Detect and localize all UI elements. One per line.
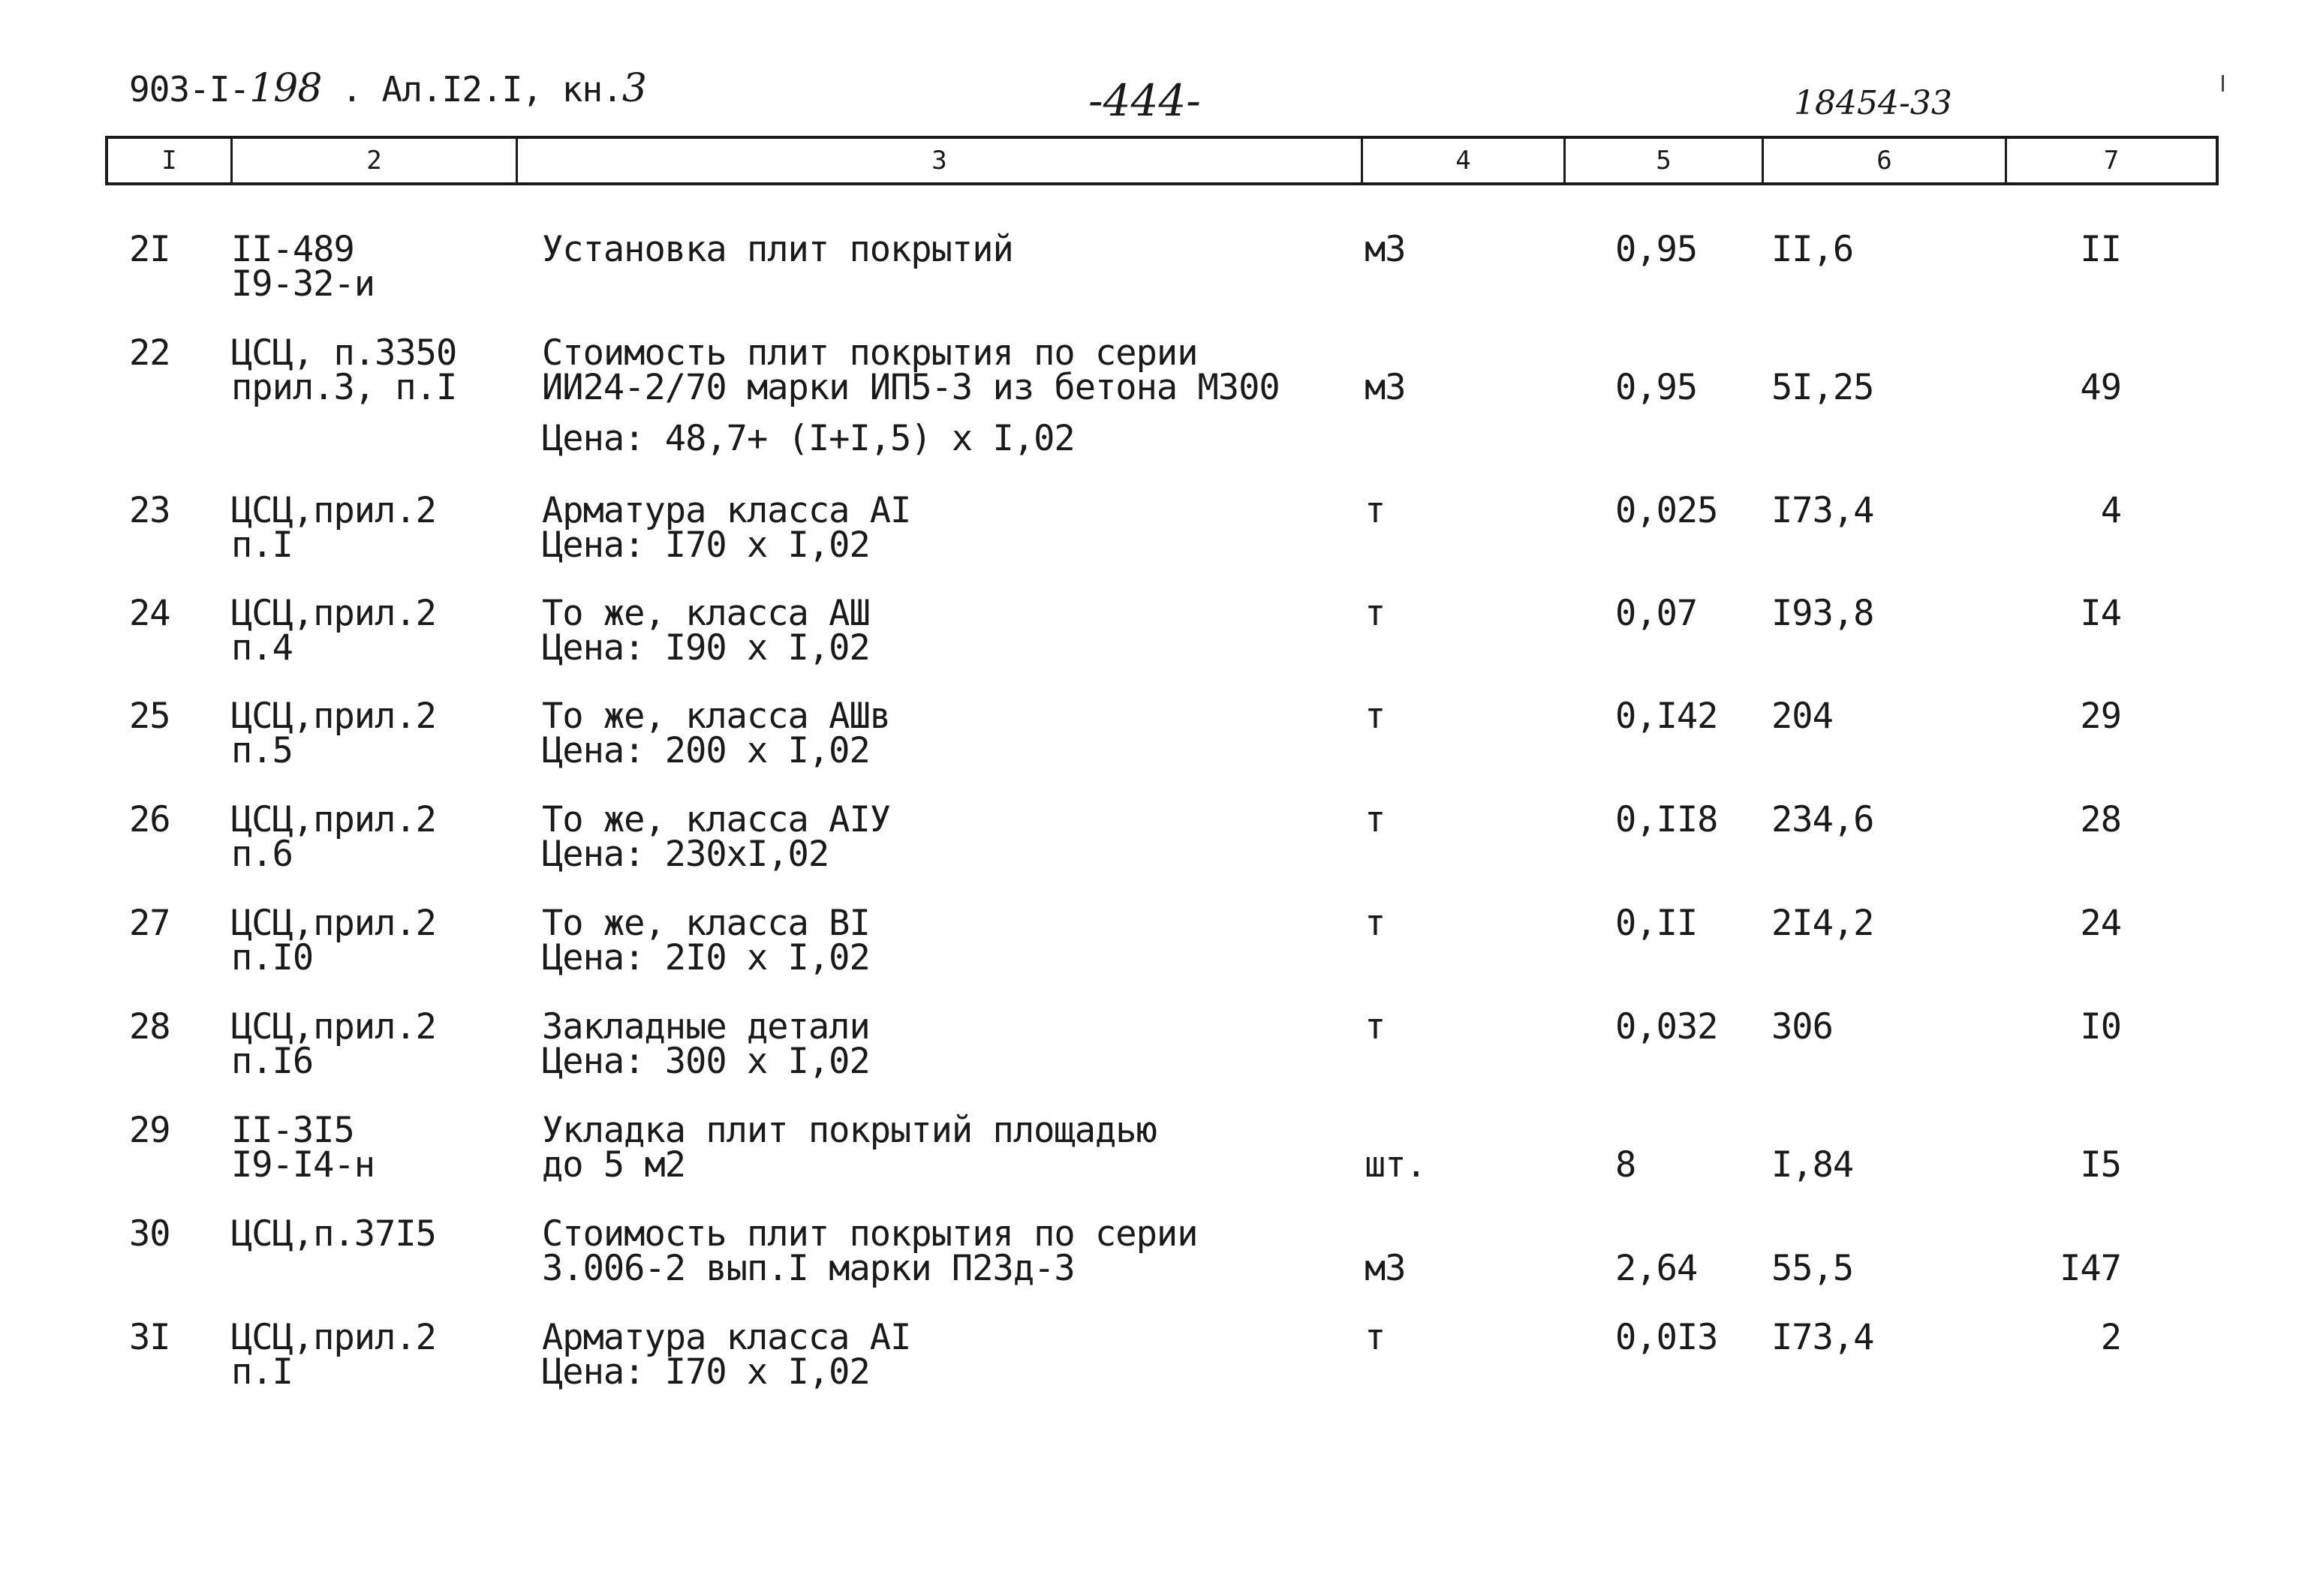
- unit-cell: т: [1365, 1006, 1386, 1047]
- unit-price-cell: 306: [1771, 1006, 1833, 1047]
- work-description-line: Цена: I90 х I,02: [542, 627, 870, 669]
- unit-cell: м3: [1365, 229, 1406, 270]
- column-header: 2: [233, 139, 518, 182]
- quantity-cell: 0,I42: [1615, 696, 1718, 737]
- total-cost-cell: I0: [2080, 1006, 2121, 1047]
- rate-reference: [231, 799, 436, 875]
- quantity-cell: 0,0I3: [1615, 1317, 1718, 1358]
- quantity-cell: 0,II8: [1615, 799, 1718, 840]
- total-cost-cell: I5: [2080, 1144, 2121, 1186]
- rate-reference-line: п.I0: [231, 937, 314, 978]
- work-description: [542, 229, 1013, 270]
- rate-reference: [231, 593, 436, 669]
- work-description-line: 3.006-2 вып.I марки П23д-3: [542, 1248, 1075, 1289]
- rate-reference-line: п.I6: [231, 1041, 314, 1082]
- unit-price-cell: I,84: [1771, 1144, 1854, 1186]
- quantity-cell: 0,032: [1615, 1006, 1718, 1047]
- work-description-line: Стоимость плит покрытия по серии: [542, 332, 1198, 374]
- rate-reference-line: I9-I4-н: [231, 1144, 375, 1186]
- doc-code-section: . Ал.I2.I, кн.: [321, 69, 622, 110]
- rate-reference-line: п.6: [231, 834, 293, 875]
- total-cost-cell: 4: [2100, 490, 2121, 531]
- unit-cell: шт.: [1365, 1144, 1426, 1186]
- work-description-line: Закладные детали: [542, 1006, 870, 1047]
- quantity-cell: 0,II: [1615, 903, 1698, 944]
- rate-reference-line: п.I: [231, 1351, 293, 1393]
- row-number: 27: [129, 903, 170, 944]
- work-description-line: То же, класса АШ: [542, 593, 870, 634]
- work-description-line: Стоимость плит покрытия по серии: [542, 1213, 1198, 1255]
- rate-reference-line: п.I: [231, 524, 293, 566]
- rate-reference: [231, 229, 375, 305]
- rate-reference-line: ЦСЦ,прил.2: [231, 593, 436, 634]
- unit-cell: т: [1365, 593, 1386, 634]
- column-header: 6: [1764, 139, 2007, 182]
- work-description-line: Цена: I70 х I,02: [542, 1351, 870, 1393]
- quantity-cell: 2,64: [1615, 1248, 1698, 1289]
- work-description-line: То же, класса ВI: [542, 903, 870, 944]
- unit-cell: т: [1365, 490, 1386, 531]
- unit-price-cell: 55,5: [1771, 1248, 1854, 1289]
- work-description-line: То же, класса АIУ: [542, 799, 891, 840]
- unit-cell: т: [1365, 903, 1386, 944]
- price-formula: Цена: 48,7+ (I+I,5) х I,02: [542, 418, 1075, 459]
- unit-price-cell: I93,8: [1771, 593, 1874, 634]
- quantity-cell: 0,95: [1615, 367, 1698, 408]
- unit-cell: т: [1365, 1317, 1386, 1358]
- work-description-line: Цена: 300 х I,02: [542, 1041, 870, 1082]
- work-description: [542, 1006, 870, 1082]
- total-cost-cell: 29: [2080, 696, 2121, 737]
- work-description-line: Арматура класса АI: [542, 490, 911, 531]
- row-number: 24: [129, 593, 170, 634]
- archive-number: 18454-33: [1794, 84, 1952, 122]
- total-cost-cell: II: [2080, 229, 2121, 270]
- rate-reference-line: п.5: [231, 730, 293, 771]
- rate-reference: [231, 1317, 436, 1393]
- rate-reference: [231, 903, 436, 978]
- doc-code-book: 3: [621, 66, 646, 111]
- work-description-line: Установка плит покрытий: [542, 229, 1013, 270]
- row-number: 28: [129, 1006, 170, 1047]
- unit-price-cell: I73,4: [1771, 490, 1874, 531]
- total-cost-cell: 28: [2080, 799, 2121, 840]
- rate-reference-line: II-3I5: [231, 1110, 354, 1151]
- rate-reference: [231, 490, 436, 566]
- quantity-cell: 8: [1615, 1144, 1636, 1186]
- quantity-cell: 0,95: [1615, 229, 1698, 270]
- work-description-line: То же, класса АШв: [542, 696, 891, 737]
- work-description-line: до 5 м2: [542, 1144, 686, 1186]
- work-description-line: Цена: 200 х I,02: [542, 730, 870, 771]
- doc-code-prefix: 903-I-: [129, 69, 250, 110]
- document-code: [129, 66, 646, 111]
- work-description: [542, 903, 870, 978]
- total-cost-cell: I47: [2060, 1248, 2121, 1289]
- unit-cell: м3: [1365, 367, 1406, 408]
- rate-reference: [231, 1213, 436, 1255]
- rate-reference-line: ЦСЦ,прил.2: [231, 903, 436, 944]
- unit-cell: т: [1365, 799, 1386, 840]
- rate-reference-line: II-489: [231, 229, 354, 270]
- column-header: 5: [1566, 139, 1764, 182]
- rate-reference-line: ЦСЦ,прил.2: [231, 799, 436, 840]
- total-cost-cell: I4: [2080, 593, 2121, 634]
- row-number: 30: [129, 1213, 170, 1255]
- total-cost-cell: 24: [2080, 903, 2121, 944]
- row-number: 3I: [129, 1317, 170, 1358]
- work-description: [542, 1110, 1157, 1186]
- rate-reference-line: ЦСЦ,п.37I5: [231, 1213, 436, 1255]
- rate-reference-line: I9-32-и: [231, 263, 375, 305]
- column-header: 7: [2103, 146, 2120, 176]
- unit-cell: м3: [1365, 1248, 1406, 1289]
- doc-code-handwritten: 198: [249, 66, 322, 111]
- rate-reference-line: ЦСЦ,прил.2: [231, 696, 436, 737]
- work-description-line: Цена: 2I0 х I,02: [542, 937, 870, 978]
- quantity-cell: 0,07: [1615, 593, 1698, 634]
- work-description-line: Укладка плит покрытий площадью: [542, 1110, 1157, 1151]
- column-header: 3: [518, 139, 1363, 182]
- row-number: 22: [129, 332, 170, 374]
- rate-reference: [231, 1006, 436, 1082]
- row-number: 29: [129, 1110, 170, 1151]
- rate-reference: [231, 1110, 375, 1186]
- row-number: 25: [129, 696, 170, 737]
- row-number: 26: [129, 799, 170, 840]
- unit-price-cell: II,6: [1771, 229, 1854, 270]
- rate-reference-line: ЦСЦ,прил.2: [231, 490, 436, 531]
- work-description: [542, 490, 911, 566]
- rate-reference-line: ЦСЦ,прил.2: [231, 1317, 436, 1358]
- unit-price-cell: I73,4: [1771, 1317, 1874, 1358]
- work-description: [542, 1317, 911, 1393]
- work-description: [542, 593, 870, 669]
- work-description: [542, 696, 891, 771]
- total-cost-cell: 2: [2100, 1317, 2121, 1358]
- column-header: 4: [1363, 139, 1566, 182]
- rate-reference-line: ЦСЦ, п.3350: [231, 332, 457, 374]
- work-description: [542, 799, 891, 875]
- work-description-line: Арматура класса АI: [542, 1317, 911, 1358]
- work-description: [542, 1213, 1198, 1289]
- work-description-line: Цена: I70 х I,02: [542, 524, 870, 566]
- unit-price-cell: 204: [1771, 696, 1833, 737]
- quantity-cell: 0,025: [1615, 490, 1718, 531]
- rate-reference: [231, 332, 457, 408]
- total-cost-cell: 49: [2080, 367, 2121, 408]
- work-description-line: Цена: 230хI,02: [542, 834, 829, 875]
- unit-price-cell: 2I4,2: [1771, 903, 1874, 944]
- row-number: 23: [129, 490, 170, 531]
- unit-cell: т: [1365, 696, 1386, 737]
- unit-price-cell: 5I,25: [1771, 367, 1874, 408]
- row-number: 2I: [129, 229, 170, 270]
- column-header-row: [105, 136, 2219, 185]
- rate-reference: [231, 696, 436, 771]
- rate-reference-line: п.4: [231, 627, 293, 669]
- work-description: [542, 332, 1280, 459]
- work-description-line: ИИ24-2/70 марки ИП5-3 из бетона М300: [542, 367, 1280, 408]
- rate-reference-line: ЦСЦ,прил.2: [231, 1006, 436, 1047]
- rate-reference-line: прил.3, п.I: [231, 367, 457, 408]
- margin-tick: [2222, 75, 2224, 92]
- column-header: I: [108, 139, 233, 182]
- unit-price-cell: 234,6: [1771, 799, 1874, 840]
- page-number: -444-: [1088, 75, 1201, 126]
